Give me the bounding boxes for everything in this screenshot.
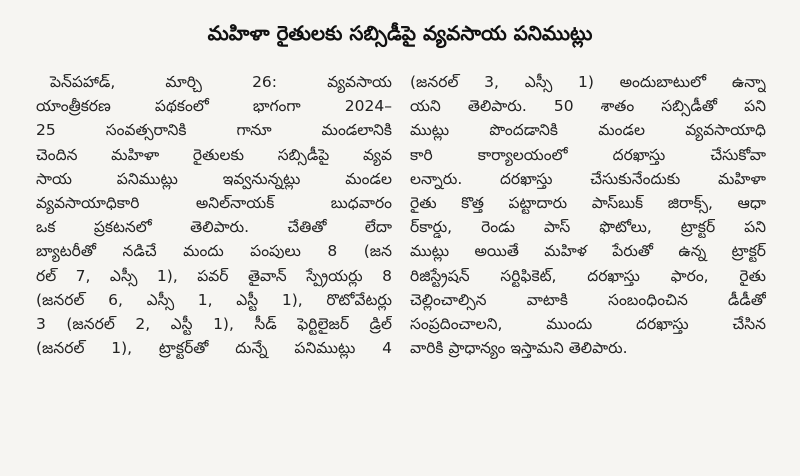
article-line: 3 (జనరల్ 2, ఎస్టీ 1), సీడ్ ఫెర్టిలైజర్ డ్రిల్ (36, 314, 392, 333)
article-headline: మహిళా రైతులకు సబ్సిడీపై వ్యవసాయ పనిముట్లు (207, 21, 593, 45)
article-left-column (36, 70, 392, 360)
article-line: లన్నారు. దరఖాస్తు చేసుకునేందుకు మహిళా (410, 169, 766, 188)
article-line: సంప్రదించాలని, ముందు దరఖాస్తు చేసిన (410, 314, 766, 333)
article-line: ముట్లు పొందడానికి మండల వ్యవసాయాధి (410, 121, 766, 140)
article-line: రైతు కొత్త పట్టాదారు పాస్‌బుక్ జిరాక్స్, ఆధా (410, 193, 766, 212)
article-line: యాంత్రీకరణ పథకంలో భాగంగా 2024– (36, 97, 392, 116)
article-line: వ్యవసాయాధికారి అనిల్‌నాయక్ బుధవారం (36, 193, 392, 212)
article-line: బ్యాటరీతో నడిచే మందు పంపులు 8 (జన (36, 242, 392, 261)
article-line: యని తెలిపారు. 50 శాతం సబ్సిడీతో పని (410, 97, 766, 116)
article-line: రల్ 7, ఎస్సీ 1), పవర్ తైవాన్ స్ప్రేయర్లు 8 (36, 266, 392, 285)
article-line: (జనరల్ 1), ట్రాక్టర్‌తో దున్నే పనిముట్లు 4 (36, 339, 392, 358)
article-line: కారి కార్యాలయంలో దరఖాస్తు చేసుకోవా (410, 145, 766, 164)
article-right-column (410, 70, 766, 360)
article-line: (జనరల్ 6, ఎస్సీ 1, ఎస్టీ 1), రొటోవేటర్లు (36, 290, 392, 309)
article-line: సాయ పనిముట్లు ఇవ్వనున్నట్లు మండల (36, 169, 392, 188)
article-line: ఒక ప్రకటనలో తెలిపారు. చేతితో లేదా (36, 218, 392, 237)
article-line: వారికి ప్రాధాన్యం ఇస్తామని తెలిపారు. (410, 339, 628, 358)
article-line: పెన్‌పహాడ్, మార్చి 26: వ్యవసాయ (50, 73, 392, 91)
article-line: (జనరల్ 3, ఎస్సీ 1) అందుబాటులో ఉన్నా (410, 73, 766, 91)
article-line: చెల్లించాల్సిన వాటాకి సంబంధించిన డీడీతో (410, 290, 766, 309)
article-line: చెందిన మహిళా రైతులకు సబ్సిడీపై వ్యవ (36, 145, 392, 164)
article-line: ముట్లు అయితే మహిళ పేరుతో ఉన్న ట్రాక్టర్ (410, 242, 766, 261)
article-line: ర్‌కార్డు, రెండు పాస్ ఫొటోలు, ట్రాక్టర్ పని (410, 218, 766, 237)
article-line: 25 సంవత్సరానికి గానూ మండలానికి (36, 121, 392, 140)
cut-off-text-fragment (36, 463, 766, 476)
article-line: రిజిస్ట్రేషన్ సర్టిఫికెట్, దరఖాస్తు ఫారం, రైతు (410, 266, 766, 285)
